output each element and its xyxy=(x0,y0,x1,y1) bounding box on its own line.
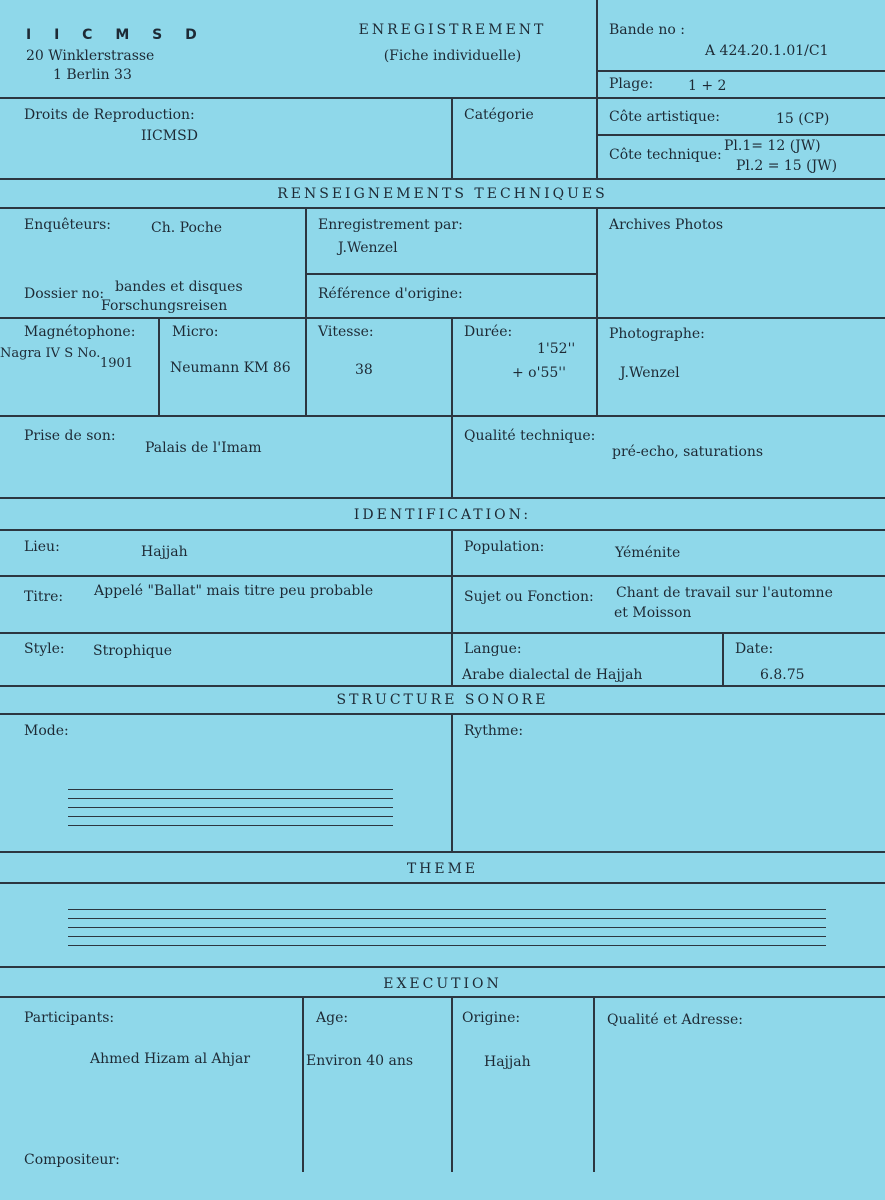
categorie-label: Catégorie xyxy=(464,107,534,123)
staff-line xyxy=(68,927,826,928)
rule-theme-heading xyxy=(0,882,885,884)
origine-label: Origine: xyxy=(462,1010,521,1026)
vrule-date xyxy=(722,632,724,685)
vrule-cote xyxy=(596,97,598,178)
photographe-label: Photographe: xyxy=(609,326,705,342)
origine-value: Hajjah xyxy=(484,1054,531,1070)
langue-value: Arabe dialectal de Hajjah xyxy=(462,667,643,683)
dossier-value-1: bandes et disques xyxy=(115,279,243,295)
dossier-value-2: Forschungsreisen xyxy=(101,298,228,314)
cote-artistique-label: Côte artistique: xyxy=(609,109,720,125)
population-value: Yéménite xyxy=(615,545,681,561)
rule-execution-heading xyxy=(0,996,885,998)
rule-enregistrement xyxy=(305,273,597,275)
rule-ident-row2 xyxy=(0,632,885,634)
lieu-label: Lieu: xyxy=(24,539,60,555)
enregistrement-label: Enregistrement par: xyxy=(318,217,463,233)
micro-value: Neumann KM 86 xyxy=(170,360,291,376)
rule-structure-heading xyxy=(0,713,885,715)
enregistrement-value: J.Wenzel xyxy=(338,240,398,256)
style-label: Style: xyxy=(24,641,65,657)
rule-cote xyxy=(596,134,885,136)
titre-label: Titre: xyxy=(24,589,64,605)
rule-ident-heading xyxy=(0,529,885,531)
age-value: Environ 40 ans xyxy=(306,1053,414,1069)
rule-tech-heading xyxy=(0,207,885,209)
age-label: Age: xyxy=(316,1010,349,1026)
style-value: Strophique xyxy=(93,643,173,659)
rule-tech-row2 xyxy=(0,415,885,417)
section-heading-execution: EXECUTION xyxy=(383,976,502,992)
date-value: 6.8.75 xyxy=(760,667,805,683)
staff-line xyxy=(68,909,826,910)
langue-label: Langue: xyxy=(464,641,522,657)
rule-theme-bottom xyxy=(0,966,885,968)
duree-label: Durée: xyxy=(464,324,513,340)
mode-label: Mode: xyxy=(24,723,69,739)
vrule-ident xyxy=(451,529,453,685)
vrule-qualite-adresse xyxy=(593,996,595,1172)
titre-value: Appelé "Ballat" mais titre peu probable xyxy=(94,583,374,599)
vrule-origine xyxy=(451,996,453,1172)
section-heading-identification: IDENTIFICATION: xyxy=(353,507,532,523)
enqueteurs-label: Enquêteurs: xyxy=(24,217,112,233)
vrule-micro xyxy=(158,317,160,415)
qualite-technique-value: pré-echo, saturations xyxy=(612,444,764,460)
prise-de-son-value: Palais de l'Imam xyxy=(145,440,262,456)
bande-label: Bande no : xyxy=(609,22,685,38)
dossier-label: Dossier no: xyxy=(24,286,105,302)
cote-technique-value-2: Pl.2 = 15 (JW) xyxy=(736,158,838,174)
staff-line xyxy=(68,918,826,919)
vrule-qualite xyxy=(451,415,453,497)
droits-label: Droits de Reproduction: xyxy=(24,107,195,123)
magnetophone-value-2: 1901 xyxy=(100,356,134,371)
vrule-age xyxy=(302,996,304,1172)
date-label: Date: xyxy=(735,641,774,657)
sujet-value-2: et Moisson xyxy=(614,605,692,621)
form-title: ENREGISTREMENT xyxy=(358,22,547,38)
vrule-categorie xyxy=(451,97,453,178)
micro-label: Micro: xyxy=(172,324,219,340)
form-subtitle: (Fiche individuelle) xyxy=(383,48,522,64)
population-label: Population: xyxy=(464,539,545,555)
duree-value-2: + o'55'' xyxy=(512,365,566,381)
org-logo: I I C M S D xyxy=(26,27,206,43)
staff-line xyxy=(68,816,393,817)
qualite-technique-label: Qualité technique: xyxy=(464,428,596,444)
cote-artistique-value: 15 (CP) xyxy=(776,111,830,127)
org-address-street: 20 Winklerstrasse xyxy=(26,48,155,64)
rule-header-bottom xyxy=(0,97,885,99)
cote-technique-label: Côte technique: xyxy=(609,147,722,163)
lieu-value: Hajjah xyxy=(141,544,188,560)
reference-label: Référence d'origine: xyxy=(318,286,463,302)
staff-line xyxy=(68,825,393,826)
rule-rights-bottom xyxy=(0,178,885,180)
rule-structure-bottom xyxy=(0,851,885,853)
vrule-tech-a xyxy=(305,207,307,415)
enqueteurs-value: Ch. Poche xyxy=(151,220,223,236)
vrule-tech-b xyxy=(596,207,598,415)
staff-line xyxy=(68,936,826,937)
rule-plage xyxy=(596,70,885,72)
cote-technique-value-1: Pl.1= 12 (JW) xyxy=(724,138,821,154)
staff-line xyxy=(68,798,393,799)
staff-line xyxy=(68,789,393,790)
rule-ident-row1 xyxy=(0,575,885,577)
plage-label: Plage: xyxy=(609,76,654,92)
rule-tech-row1 xyxy=(0,317,885,319)
staff-line xyxy=(68,945,826,946)
participants-label: Participants: xyxy=(24,1010,115,1026)
archives-photos-label: Archives Photos xyxy=(609,217,724,233)
duree-value-1: 1'52'' xyxy=(537,341,576,357)
section-heading-structure: STRUCTURE SONORE xyxy=(336,692,549,708)
photographe-value: J.Wenzel xyxy=(620,365,680,381)
rythme-label: Rythme: xyxy=(464,723,524,739)
magnetophone-label: Magnétophone: xyxy=(24,324,136,340)
section-heading-technique: RENSEIGNEMENTS TECHNIQUES xyxy=(277,186,608,202)
vitesse-label: Vitesse: xyxy=(318,324,374,340)
rule-tech-bottom xyxy=(0,497,885,499)
staff-line xyxy=(68,807,393,808)
sujet-value-1: Chant de travail sur l'automne xyxy=(616,585,833,601)
bande-value: A 424.20.1.01/C1 xyxy=(705,43,829,59)
sujet-label: Sujet ou Fonction: xyxy=(464,589,594,605)
rule-ident-bottom xyxy=(0,685,885,687)
compositeur-label: Compositeur: xyxy=(24,1152,120,1168)
droits-value: IICMSD xyxy=(141,128,198,144)
vrule-header xyxy=(596,0,598,97)
prise-de-son-label: Prise de son: xyxy=(24,428,116,444)
vitesse-value: 38 xyxy=(355,362,373,378)
participants-value: Ahmed Hizam al Ahjar xyxy=(90,1051,251,1067)
vrule-structure xyxy=(451,713,453,851)
section-heading-theme: THEME xyxy=(406,861,479,877)
org-address-city: 1 Berlin 33 xyxy=(53,67,132,83)
magnetophone-value-1: Nagra IV S No. xyxy=(0,346,101,361)
plage-value: 1 + 2 xyxy=(688,78,727,94)
vrule-duree xyxy=(451,317,453,415)
qualite-adresse-label: Qualité et Adresse: xyxy=(607,1012,743,1028)
